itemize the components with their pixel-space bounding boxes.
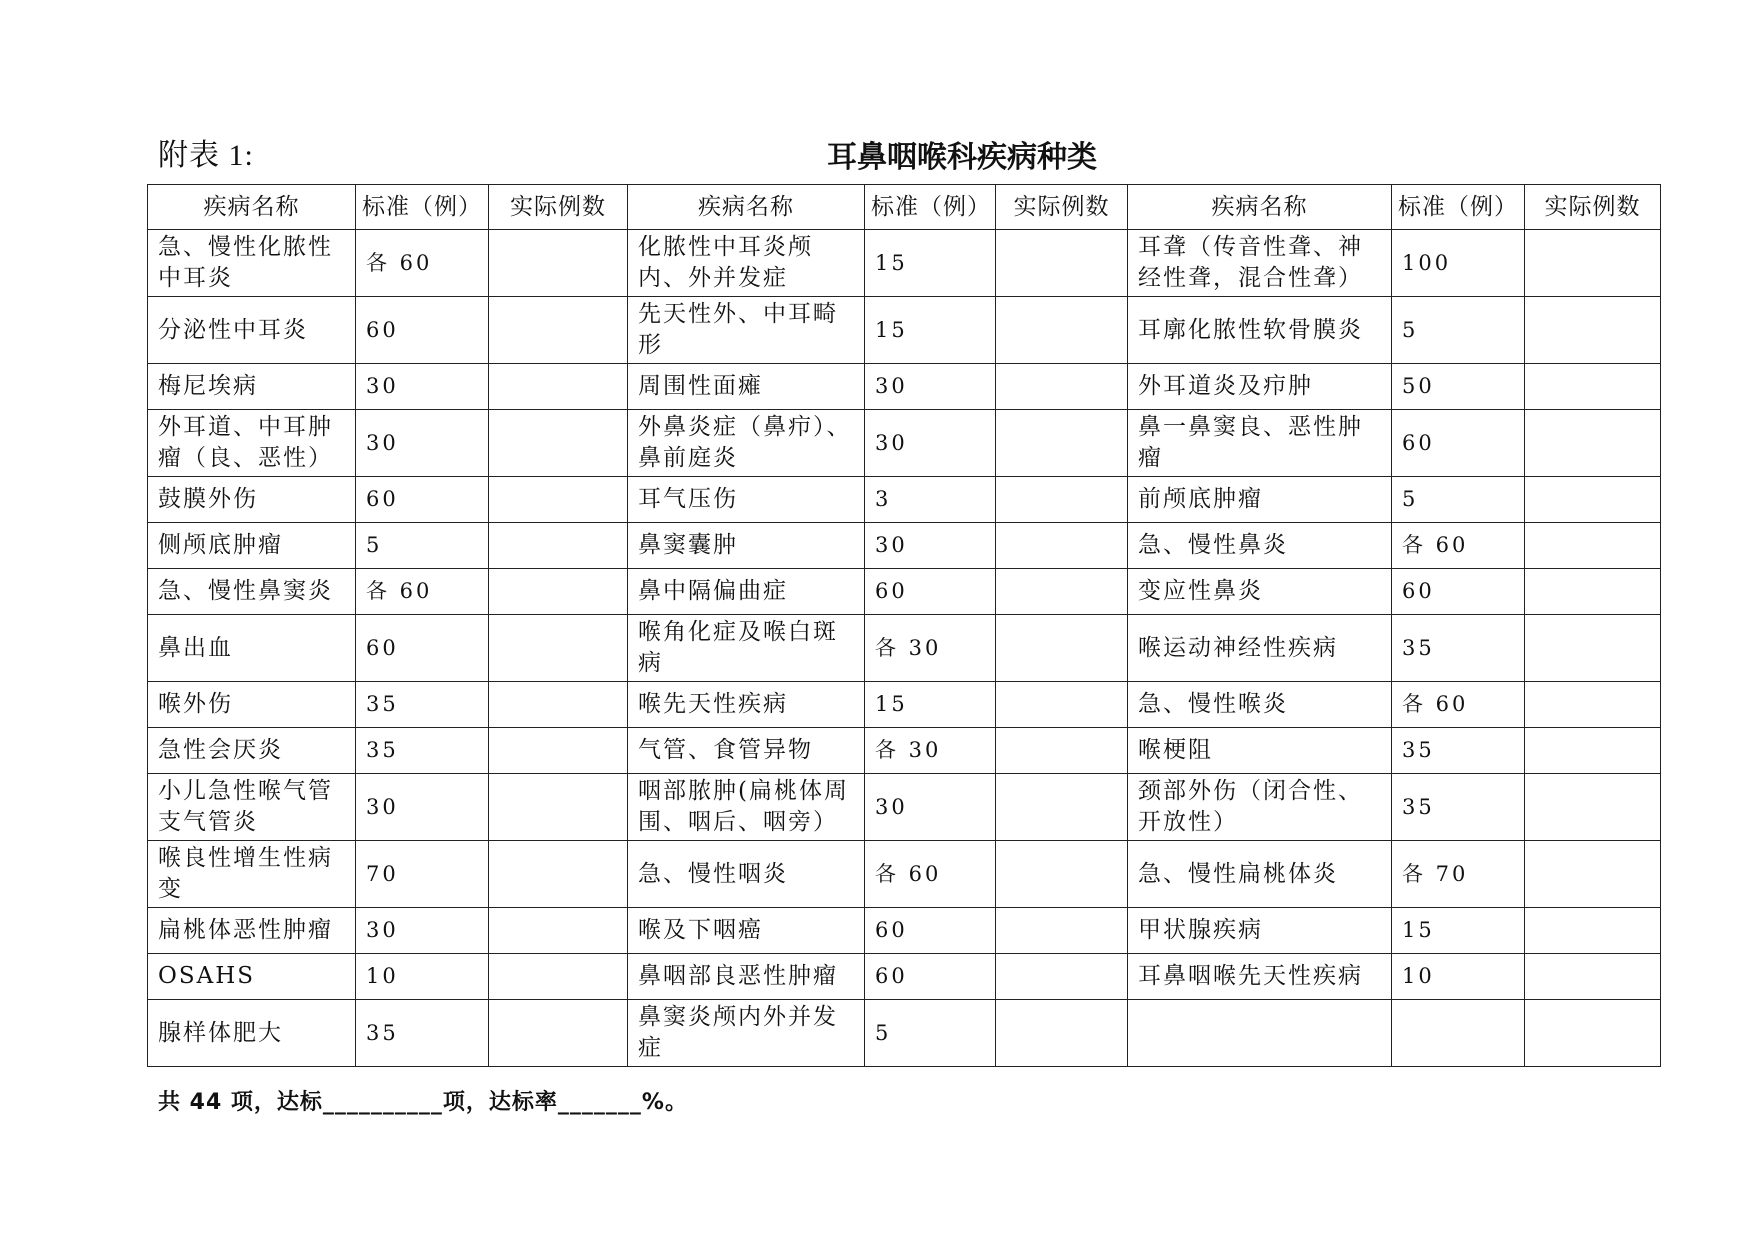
table-row [148, 523, 1661, 569]
disease-name-cell: 鼻窦囊肿 [628, 523, 865, 569]
disease-name-cell: 耳气压伤 [628, 477, 865, 523]
table-row [148, 908, 1661, 954]
actual-count-cell[interactable] [489, 682, 628, 728]
standard-count-cell: 5 [356, 523, 489, 569]
disease-table [147, 184, 1661, 1067]
standard-count-cell: 15 [865, 297, 996, 364]
disease-name-cell: 鼻出血 [148, 615, 356, 682]
disease-name-cell: 外鼻炎症（鼻疖）、鼻前庭炎 [628, 410, 865, 477]
actual-count-cell[interactable] [996, 230, 1128, 297]
actual-count-cell[interactable] [489, 728, 628, 774]
actual-count-cell[interactable] [996, 1000, 1128, 1067]
table-row [148, 682, 1661, 728]
standard-count-cell: 30 [356, 364, 489, 410]
standard-count-cell: 10 [356, 954, 489, 1000]
disease-name-cell: 耳鼻咽喉先天性疾病 [1128, 954, 1392, 1000]
standard-count-cell: 60 [865, 954, 996, 1000]
standard-count-cell [1392, 1000, 1525, 1067]
actual-count-cell[interactable] [996, 569, 1128, 615]
table-row [148, 410, 1661, 477]
disease-name-cell: 分泌性中耳炎 [148, 297, 356, 364]
standard-count-cell: 30 [356, 774, 489, 841]
disease-name-cell: 喉外伤 [148, 682, 356, 728]
disease-name-cell: 前颅底肿瘤 [1128, 477, 1392, 523]
table-row [148, 569, 1661, 615]
summary-footer: 共 44 项，达标__________项，达标率_______%。 [158, 1090, 688, 1115]
actual-count-cell[interactable] [1525, 774, 1661, 841]
standard-count-cell: 各 60 [356, 569, 489, 615]
disease-name-cell: 侧颅底肿瘤 [148, 523, 356, 569]
disease-name-cell: 喉良性增生性病变 [148, 841, 356, 908]
actual-count-cell[interactable] [1525, 410, 1661, 477]
actual-count-cell[interactable] [996, 615, 1128, 682]
disease-name-cell: OSAHS [148, 954, 356, 1000]
actual-count-cell[interactable] [489, 615, 628, 682]
table-body [148, 230, 1661, 1067]
table-row [148, 297, 1661, 364]
disease-name-cell: 甲状腺疾病 [1128, 908, 1392, 954]
disease-name-cell: 鼻窦炎颅内外并发症 [628, 1000, 865, 1067]
table-row [148, 728, 1661, 774]
disease-name-cell: 外耳道、中耳肿瘤（良、恶性） [148, 410, 356, 477]
actual-count-cell[interactable] [489, 230, 628, 297]
table-row [148, 954, 1661, 1000]
column-header: 标准（例） [1392, 185, 1525, 230]
standard-count-cell: 15 [865, 230, 996, 297]
standard-count-cell: 60 [1392, 410, 1525, 477]
disease-name-cell: 急性会厌炎 [148, 728, 356, 774]
actual-count-cell[interactable] [1525, 682, 1661, 728]
standard-count-cell: 5 [1392, 477, 1525, 523]
table-row [148, 477, 1661, 523]
standard-count-cell: 60 [356, 615, 489, 682]
actual-count-cell[interactable] [996, 774, 1128, 841]
actual-count-cell[interactable] [489, 477, 628, 523]
disease-name-cell: 气管、食管异物 [628, 728, 865, 774]
standard-count-cell: 15 [1392, 908, 1525, 954]
column-header: 标准（例） [865, 185, 996, 230]
standard-count-cell: 15 [865, 682, 996, 728]
actual-count-cell[interactable] [1525, 523, 1661, 569]
standard-count-cell: 30 [865, 364, 996, 410]
column-header: 疾病名称 [1128, 185, 1392, 230]
disease-name-cell: 急、慢性扁桃体炎 [1128, 841, 1392, 908]
disease-name-cell: 急、慢性化脓性中耳炎 [148, 230, 356, 297]
actual-count-cell[interactable] [489, 841, 628, 908]
disease-name-cell: 周围性面瘫 [628, 364, 865, 410]
disease-name-cell: 外耳道炎及疖肿 [1128, 364, 1392, 410]
disease-name-cell: 急、慢性咽炎 [628, 841, 865, 908]
standard-count-cell: 30 [356, 410, 489, 477]
actual-count-cell[interactable] [996, 841, 1128, 908]
actual-count-cell[interactable] [489, 569, 628, 615]
standard-count-cell: 30 [356, 908, 489, 954]
standard-count-cell: 50 [1392, 364, 1525, 410]
actual-count-cell[interactable] [1525, 908, 1661, 954]
table-row [148, 615, 1661, 682]
disease-name-cell: 喉先天性疾病 [628, 682, 865, 728]
disease-name-cell: 急、慢性鼻窦炎 [148, 569, 356, 615]
standard-count-cell: 60 [356, 477, 489, 523]
actual-count-cell[interactable] [996, 477, 1128, 523]
column-header: 实际例数 [489, 185, 628, 230]
disease-name-cell: 小儿急性喉气管支气管炎 [148, 774, 356, 841]
table-row [148, 1000, 1661, 1067]
disease-name-cell: 急、慢性鼻炎 [1128, 523, 1392, 569]
actual-count-cell[interactable] [1525, 728, 1661, 774]
disease-name-cell: 鼓膜外伤 [148, 477, 356, 523]
disease-name-cell: 颈部外伤（闭合性、开放性） [1128, 774, 1392, 841]
table-row [148, 364, 1661, 410]
actual-count-cell[interactable] [489, 954, 628, 1000]
standard-count-cell: 60 [865, 908, 996, 954]
disease-name-cell [1128, 1000, 1392, 1067]
actual-count-cell[interactable] [996, 954, 1128, 1000]
disease-name-cell: 化脓性中耳炎颅内、外并发症 [628, 230, 865, 297]
actual-count-cell[interactable] [996, 410, 1128, 477]
disease-name-cell: 喉及下咽癌 [628, 908, 865, 954]
actual-count-cell[interactable] [996, 364, 1128, 410]
disease-name-cell: 变应性鼻炎 [1128, 569, 1392, 615]
standard-count-cell: 60 [865, 569, 996, 615]
standard-count-cell: 3 [865, 477, 996, 523]
standard-count-cell: 35 [1392, 728, 1525, 774]
standard-count-cell: 各 70 [1392, 841, 1525, 908]
disease-name-cell: 喉角化症及喉白斑病 [628, 615, 865, 682]
disease-name-cell: 梅尼埃病 [148, 364, 356, 410]
actual-count-cell[interactable] [1525, 477, 1661, 523]
actual-count-cell[interactable] [1525, 297, 1661, 364]
column-header: 标准（例） [356, 185, 489, 230]
standard-count-cell: 5 [1392, 297, 1525, 364]
actual-count-cell[interactable] [489, 410, 628, 477]
standard-count-cell: 各 30 [865, 615, 996, 682]
page-label: 附表 1: [158, 139, 254, 172]
page-title: 耳鼻咽喉科疾病种类 [827, 140, 1097, 175]
standard-count-cell: 60 [356, 297, 489, 364]
actual-count-cell[interactable] [996, 297, 1128, 364]
disease-name-cell: 扁桃体恶性肿瘤 [148, 908, 356, 954]
standard-count-cell: 60 [1392, 569, 1525, 615]
column-header: 实际例数 [1525, 185, 1661, 230]
standard-count-cell: 30 [865, 523, 996, 569]
standard-count-cell: 30 [865, 410, 996, 477]
disease-name-cell: 急、慢性喉炎 [1128, 682, 1392, 728]
actual-count-cell[interactable] [1525, 1000, 1661, 1067]
standard-count-cell: 35 [356, 682, 489, 728]
disease-name-cell: 喉运动神经性疾病 [1128, 615, 1392, 682]
actual-count-cell[interactable] [489, 364, 628, 410]
disease-name-cell: 鼻咽部良恶性肿瘤 [628, 954, 865, 1000]
standard-count-cell: 35 [1392, 615, 1525, 682]
actual-count-cell[interactable] [489, 523, 628, 569]
disease-name-cell: 咽部脓肿(扁桃体周围、咽后、咽旁） [628, 774, 865, 841]
disease-name-cell: 先天性外、中耳畸形 [628, 297, 865, 364]
table-row [148, 774, 1661, 841]
actual-count-cell[interactable] [489, 774, 628, 841]
header-row [148, 185, 1661, 230]
standard-count-cell: 10 [1392, 954, 1525, 1000]
standard-count-cell: 各 60 [356, 230, 489, 297]
standard-count-cell: 5 [865, 1000, 996, 1067]
standard-count-cell: 70 [356, 841, 489, 908]
actual-count-cell[interactable] [1525, 615, 1661, 682]
standard-count-cell: 各 60 [1392, 523, 1525, 569]
standard-count-cell: 各 60 [865, 841, 996, 908]
actual-count-cell[interactable] [1525, 364, 1661, 410]
table-row [148, 841, 1661, 908]
table-row [148, 230, 1661, 297]
actual-count-cell[interactable] [489, 908, 628, 954]
column-header: 疾病名称 [628, 185, 865, 230]
actual-count-cell[interactable] [1525, 841, 1661, 908]
actual-count-cell[interactable] [489, 297, 628, 364]
column-header: 疾病名称 [148, 185, 356, 230]
disease-name-cell: 喉梗阻 [1128, 728, 1392, 774]
standard-count-cell: 各 30 [865, 728, 996, 774]
actual-count-cell[interactable] [996, 523, 1128, 569]
column-header: 实际例数 [996, 185, 1128, 230]
actual-count-cell[interactable] [996, 682, 1128, 728]
standard-count-cell: 35 [356, 728, 489, 774]
actual-count-cell[interactable] [1525, 954, 1661, 1000]
disease-name-cell: 腺样体肥大 [148, 1000, 356, 1067]
actual-count-cell[interactable] [996, 908, 1128, 954]
actual-count-cell[interactable] [489, 1000, 628, 1067]
disease-name-cell: 鼻一鼻窦良、恶性肿瘤 [1128, 410, 1392, 477]
standard-count-cell: 各 60 [1392, 682, 1525, 728]
disease-name-cell: 耳聋（传音性聋、神经性聋，混合性聋） [1128, 230, 1392, 297]
standard-count-cell: 35 [1392, 774, 1525, 841]
standard-count-cell: 35 [356, 1000, 489, 1067]
actual-count-cell[interactable] [1525, 230, 1661, 297]
disease-name-cell: 耳廓化脓性软骨膜炎 [1128, 297, 1392, 364]
disease-name-cell: 鼻中隔偏曲症 [628, 569, 865, 615]
actual-count-cell[interactable] [1525, 569, 1661, 615]
standard-count-cell: 30 [865, 774, 996, 841]
actual-count-cell[interactable] [996, 728, 1128, 774]
standard-count-cell: 100 [1392, 230, 1525, 297]
